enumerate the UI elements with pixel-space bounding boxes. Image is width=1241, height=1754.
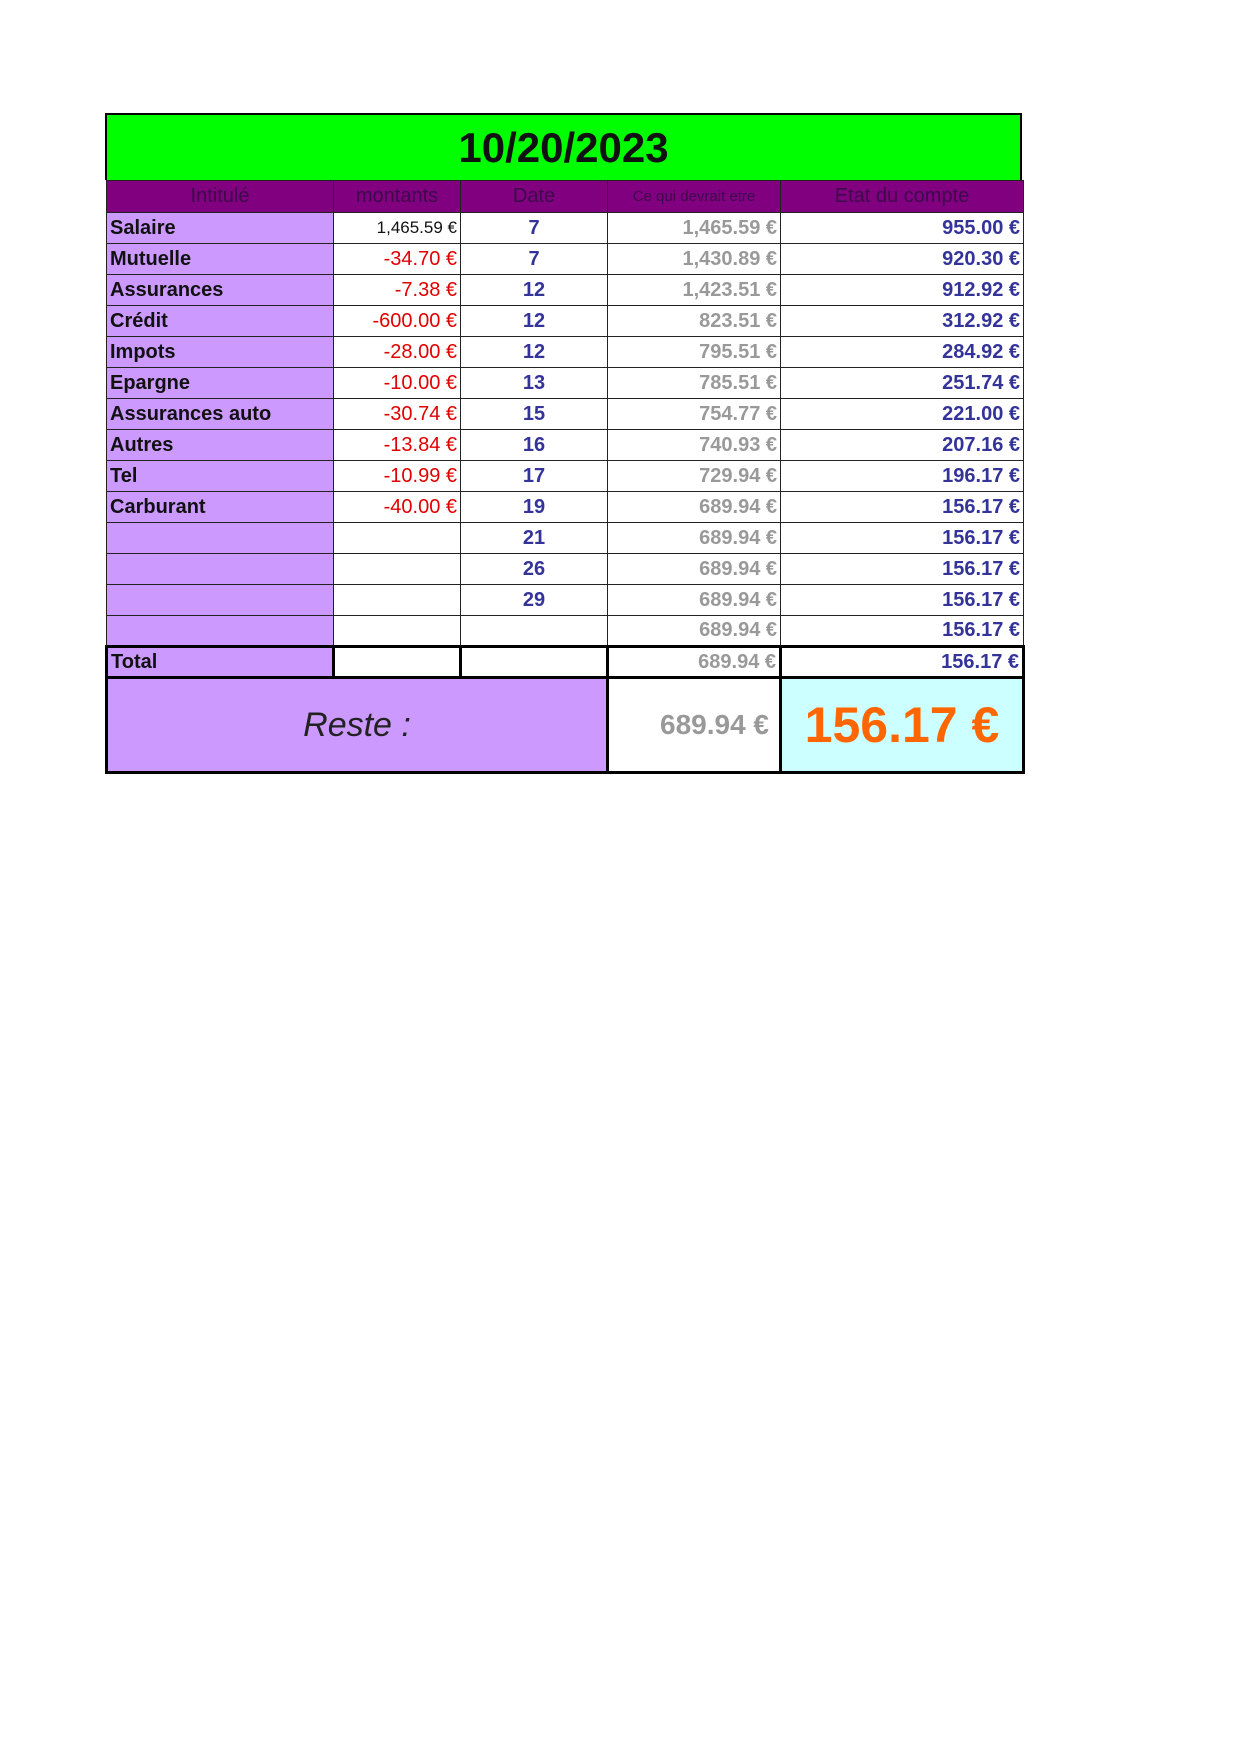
row-label[interactable]: Carburant (107, 492, 334, 523)
row-date[interactable]: 26 (461, 554, 608, 585)
total-balance[interactable]: 156.17 € (781, 647, 1024, 678)
table-row (107, 430, 1024, 461)
header-intitule[interactable]: Intitulé (107, 181, 334, 213)
row-amount[interactable]: -13.84 € (334, 430, 461, 461)
header-balance[interactable]: Etat du compte (781, 181, 1024, 213)
row-label[interactable]: Assurances auto (107, 399, 334, 430)
total-date-cell[interactable] (461, 647, 608, 678)
row-balance[interactable]: 196.17 € (781, 461, 1024, 492)
row-date[interactable]: 7 (461, 213, 608, 244)
row-expected[interactable]: 795.51 € (608, 337, 781, 368)
row-expected[interactable]: 729.94 € (608, 461, 781, 492)
row-label[interactable]: Tel (107, 461, 334, 492)
row-amount[interactable] (334, 554, 461, 585)
row-balance[interactable]: 221.00 € (781, 399, 1024, 430)
row-expected[interactable]: 689.94 € (608, 523, 781, 554)
row-date[interactable]: 12 (461, 337, 608, 368)
row-amount[interactable]: -28.00 € (334, 337, 461, 368)
row-expected[interactable]: 689.94 € (608, 585, 781, 616)
table-row (107, 492, 1024, 523)
table-row (107, 368, 1024, 399)
reste-expected[interactable]: 689.94 € (608, 678, 781, 773)
sheet-title-date[interactable]: 10/20/2023 (105, 113, 1022, 180)
budget-sheet (105, 113, 1022, 774)
row-balance[interactable]: 312.92 € (781, 306, 1024, 337)
row-expected[interactable]: 1,465.59 € (608, 213, 781, 244)
row-expected[interactable]: 1,423.51 € (608, 275, 781, 306)
row-date[interactable]: 17 (461, 461, 608, 492)
row-balance[interactable]: 912.92 € (781, 275, 1024, 306)
row-date[interactable] (461, 616, 608, 647)
row-expected[interactable]: 740.93 € (608, 430, 781, 461)
reste-balance[interactable]: 156.17 € (781, 678, 1024, 773)
row-balance[interactable]: 156.17 € (781, 554, 1024, 585)
table-row (107, 244, 1024, 275)
budget-table (105, 180, 1025, 774)
row-amount[interactable]: -34.70 € (334, 244, 461, 275)
row-date[interactable]: 7 (461, 244, 608, 275)
row-balance[interactable]: 156.17 € (781, 585, 1024, 616)
table-row (107, 399, 1024, 430)
row-amount[interactable]: 1,465.59 € (334, 213, 461, 244)
reste-label[interactable]: Reste : (107, 678, 608, 773)
row-amount[interactable] (334, 523, 461, 554)
table-row (107, 306, 1024, 337)
row-date[interactable]: 15 (461, 399, 608, 430)
row-label[interactable] (107, 523, 334, 554)
row-expected[interactable]: 823.51 € (608, 306, 781, 337)
row-balance[interactable]: 156.17 € (781, 616, 1024, 647)
row-expected[interactable]: 689.94 € (608, 492, 781, 523)
header-expected[interactable]: Ce qui devrait etre (608, 181, 781, 213)
row-label[interactable]: Impots (107, 337, 334, 368)
total-row (107, 647, 1024, 678)
table-row (107, 554, 1024, 585)
row-date[interactable]: 12 (461, 306, 608, 337)
row-label[interactable]: Autres (107, 430, 334, 461)
row-balance[interactable]: 284.92 € (781, 337, 1024, 368)
row-balance[interactable]: 156.17 € (781, 523, 1024, 554)
row-amount[interactable]: -30.74 € (334, 399, 461, 430)
row-balance[interactable]: 207.16 € (781, 430, 1024, 461)
row-expected[interactable]: 785.51 € (608, 368, 781, 399)
header-row (107, 181, 1024, 213)
row-balance[interactable]: 920.30 € (781, 244, 1024, 275)
row-amount[interactable]: -10.00 € (334, 368, 461, 399)
table-row (107, 275, 1024, 306)
table-row (107, 523, 1024, 554)
table-row (107, 616, 1024, 647)
row-balance[interactable]: 251.74 € (781, 368, 1024, 399)
row-amount[interactable]: -600.00 € (334, 306, 461, 337)
row-date[interactable]: 29 (461, 585, 608, 616)
row-date[interactable]: 12 (461, 275, 608, 306)
row-amount[interactable] (334, 616, 461, 647)
table-row (107, 337, 1024, 368)
table-row (107, 213, 1024, 244)
reste-row (107, 678, 1024, 773)
row-label[interactable]: Mutuelle (107, 244, 334, 275)
row-amount[interactable]: -7.38 € (334, 275, 461, 306)
row-expected[interactable]: 1,430.89 € (608, 244, 781, 275)
row-expected[interactable]: 689.94 € (608, 554, 781, 585)
row-label[interactable] (107, 616, 334, 647)
row-label[interactable]: Salaire (107, 213, 334, 244)
table-row (107, 585, 1024, 616)
row-label[interactable] (107, 585, 334, 616)
header-date[interactable]: Date (461, 181, 608, 213)
row-label[interactable]: Epargne (107, 368, 334, 399)
row-amount[interactable]: -10.99 € (334, 461, 461, 492)
total-amount-cell[interactable] (334, 647, 461, 678)
total-expected[interactable]: 689.94 € (608, 647, 781, 678)
row-date[interactable]: 16 (461, 430, 608, 461)
row-label[interactable]: Crédit (107, 306, 334, 337)
row-amount[interactable] (334, 585, 461, 616)
row-label[interactable] (107, 554, 334, 585)
row-expected[interactable]: 689.94 € (608, 616, 781, 647)
row-date[interactable]: 19 (461, 492, 608, 523)
row-expected[interactable]: 754.77 € (608, 399, 781, 430)
row-balance[interactable]: 955.00 € (781, 213, 1024, 244)
row-date[interactable]: 13 (461, 368, 608, 399)
row-amount[interactable]: -40.00 € (334, 492, 461, 523)
row-label[interactable]: Assurances (107, 275, 334, 306)
header-montants[interactable]: montants (334, 181, 461, 213)
row-balance[interactable]: 156.17 € (781, 492, 1024, 523)
total-label[interactable]: Total (107, 647, 334, 678)
table-row (107, 461, 1024, 492)
row-date[interactable]: 21 (461, 523, 608, 554)
